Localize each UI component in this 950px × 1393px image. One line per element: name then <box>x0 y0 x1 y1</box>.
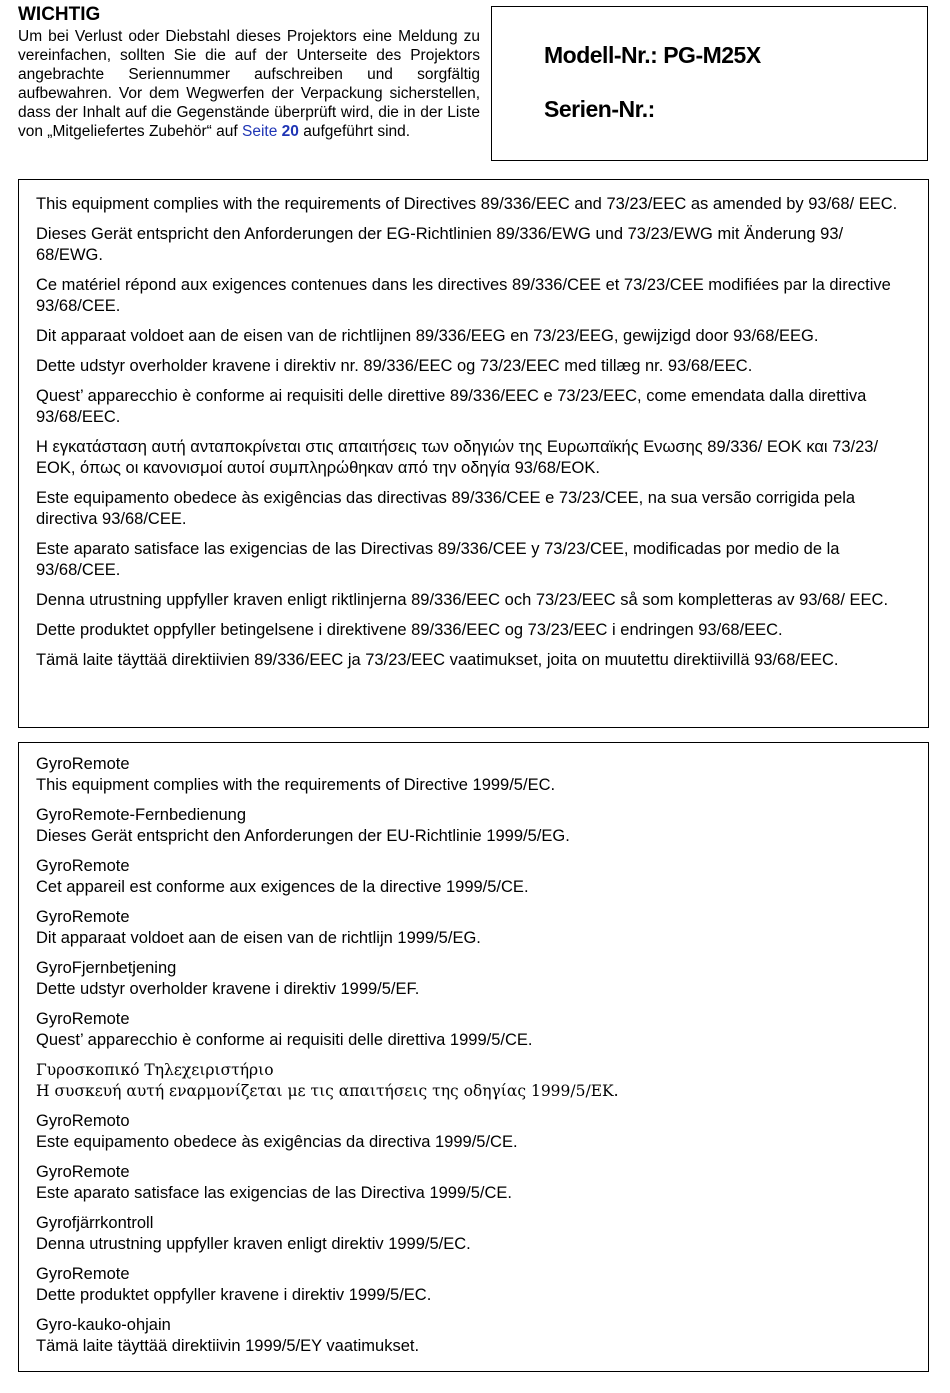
gyro-statement-es <box>36 1162 912 1204</box>
gyro-statement-text: Quest’ apparecchio è conforme ai requisiti delle direttiva 1999/5/CE. <box>36 1031 533 1049</box>
ce-statement-nl: Dit apparaat voldoet aan de eisen van de richtlijnen 89/336/EEG en 73/23/EEG, gewijzigd door 93/68/EEG. <box>36 327 819 345</box>
gyro-device-name: Γυροσκοπικό Τηλεχειριστήριο <box>36 1061 274 1079</box>
ce-statement-pt: Este equipamento obedece às exigências das directivas 89/336/CEE e 73/23/CEE, na sua versão corrigida pela directiva 93/68/CEE. <box>36 489 856 528</box>
ce-statement-sv: Denna utrustning uppfyller kraven enligt riktlinjerna 89/336/EEC och 73/23/EEC så som kompletteras av 93/68/ EEC. <box>36 591 889 609</box>
gyro-statement-sv <box>36 1213 912 1255</box>
gyro-statement-fi <box>36 1315 912 1357</box>
gyro-statement-text: Tämä laite täyttää direktiivin 1999/5/EY vaatimukset. <box>36 1337 420 1355</box>
gyro-statement-text: Este equipamento obedece às exigências da directiva 1999/5/CE. <box>36 1133 518 1151</box>
ce-compliance-box <box>18 179 929 728</box>
ce-statement-no: Dette produktet oppfyller betingelsene i direktivene 89/336/EEC og 73/23/EEC i endringen 93/68/EEC. <box>36 621 783 639</box>
gyro-statement-pt <box>36 1111 912 1153</box>
ce-statement-fi: Tämä laite täyttää direktiivien 89/336/EEC ja 73/23/EEC vaatimukset, joita on muutettu direktiivillä 93/68/EEC. <box>36 651 839 669</box>
gyroremote-compliance-box <box>18 742 929 1372</box>
ce-statement-it: Quest’ apparecchio è conforme ai requisiti delle direttive 89/336/EEC e 73/23/EEC, come emendata dalla direttiva 93/68/EEC. <box>36 387 867 426</box>
gyro-statement-text: Dette produktet oppfyller kravene i direktiv 1999/5/EC. <box>36 1286 432 1304</box>
gyro-statement-text: Denna utrustning uppfyller kraven enligt direktiv 1999/5/EC. <box>36 1235 471 1253</box>
serial-number-line: Serien-Nr.: <box>544 96 655 122</box>
page-reference-label: Seite <box>242 123 278 140</box>
gyro-device-name: GyroRemote <box>36 1265 130 1283</box>
wichtig-notice <box>18 4 480 141</box>
gyro-statement-text: Dette udstyr overholder kravene i direktiv 1999/5/EF. <box>36 980 420 998</box>
gyro-statement-el <box>36 1060 912 1102</box>
wichtig-text-main: Um bei Verlust oder Diebstahl dieses Projektors eine Meldung zu vereinfachen, sollten Sie die auf der Unterseite des Projektors angebrachte Seriennummer aufschreiben und sorgfältig aufbewahren. Vor dem Wegwerfen der Verpackung sicherstellen, dass der Inhalt auf die Gegenstände überprüft wird, die in der Liste von „Mitgeliefertes Zubehör“ auf <box>18 28 480 140</box>
page-reference-number: 20 <box>281 123 299 140</box>
gyro-device-name: Gyro-kauko-ohjain <box>36 1316 171 1334</box>
wichtig-text-end: aufgeführt sind. <box>298 123 411 140</box>
ce-statement-da: Dette udstyr overholder kravene i direktiv nr. 89/336/EEC og 73/23/EEC med tillæg nr. 93/68/EEC. <box>36 357 753 375</box>
gyro-statement-text: Cet appareil est conforme aux exigences de la directive 1999/5/CE. <box>36 878 529 896</box>
ce-statement-fr: Ce matériel répond aux exigences contenues dans les directives 89/336/CEE et 73/23/CEE modifiées par la directive 93/68/CEE. <box>36 276 891 315</box>
gyro-statement-en <box>36 754 912 796</box>
gyro-device-name: Gyrofjärrkontroll <box>36 1214 154 1232</box>
ce-statement-el: Η εγκατάσταση αυτή ανταποκρίνεται στις απαιτήσεις των οδηγιών της Ευρωπαϊκής Ενωσης 89/336/ ΕΟΚ και 73/23/ΕΟΚ, όπως οι κανονισμοί αυτοί συμπληρώθηκαν από την οδηγία 93/68/ΕΟΚ. <box>36 438 879 477</box>
ce-statement-es: Este aparato satisface las exigencias de las Directivas 89/336/CEE y 73/23/CEE, modificadas por medio de la 93/68/CEE. <box>36 540 840 579</box>
model-number-line: Modell-Nr.: PG-M25X <box>544 42 761 68</box>
model-serial-box <box>491 6 928 161</box>
gyro-device-name: GyroRemote <box>36 1010 130 1028</box>
ce-statement-de: Dieses Gerät entspricht den Anforderungen der EG-Richtlinien 89/336/EWG und 73/23/EWG mit Änderung 93/ 68/EWG. <box>36 225 844 264</box>
page-reference-link[interactable] <box>242 123 299 140</box>
gyro-statement-da <box>36 958 912 1000</box>
ce-statement-en: This equipment complies with the requirements of Directives 89/336/EEC and 73/23/EEC as amended by 93/68/ EEC. <box>36 195 898 213</box>
gyro-statement-text: This equipment complies with the requirements of Directive 1999/5/EC. <box>36 776 556 794</box>
gyro-statement-text: Η συσκευή αυτή εναρμονίζεται με τις απαιτήσεις της οδηγίας 1999/5/ΕΚ. <box>36 1082 619 1100</box>
gyro-device-name: GyroFjernbetjening <box>36 959 177 977</box>
gyro-device-name: GyroRemote <box>36 857 130 875</box>
gyro-statement-text: Dit apparaat voldoet aan de eisen van de richtlijn 1999/5/EG. <box>36 929 481 947</box>
gyro-statement-it <box>36 1009 912 1051</box>
gyro-statement-text: Dieses Gerät entspricht den Anforderungen der EU-Richtlinie 1999/5/EG. <box>36 827 570 845</box>
gyro-statement-fr <box>36 856 912 898</box>
gyro-device-name: GyroRemote <box>36 908 130 926</box>
wichtig-title: WICHTIG <box>18 4 101 25</box>
gyro-device-name: GyroRemote-Fernbedienung <box>36 806 247 824</box>
gyro-statement-nl <box>36 907 912 949</box>
gyro-device-name: GyroRemote <box>36 1163 130 1181</box>
gyro-statement-text: Este aparato satisface las exigencias de las Directiva 1999/5/CE. <box>36 1184 513 1202</box>
gyro-statement-de <box>36 805 912 847</box>
gyro-device-name: GyroRemote <box>36 755 130 773</box>
wichtig-text <box>18 27 480 141</box>
gyro-statement-no <box>36 1264 912 1306</box>
gyro-device-name: GyroRemoto <box>36 1112 130 1130</box>
